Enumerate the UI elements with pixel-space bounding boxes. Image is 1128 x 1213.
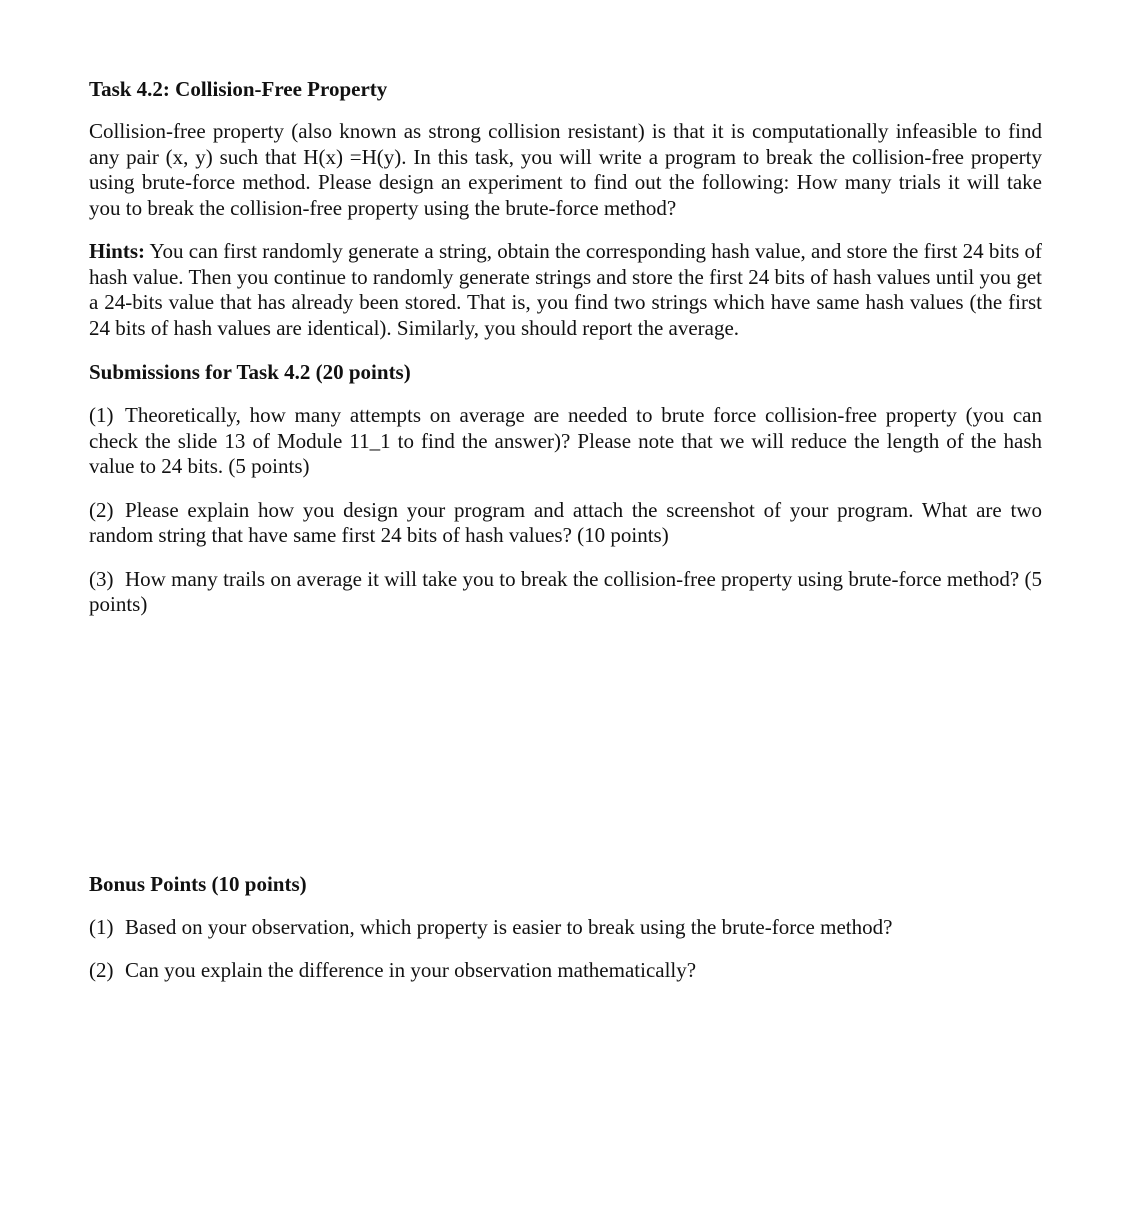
question-number: (1) <box>89 403 114 427</box>
hints-paragraph <box>89 239 1042 341</box>
hints-label: Hints: <box>89 239 146 263</box>
question-text: How many trails on average it will take you to break the collision-free property using brute-force method? (5 points) <box>89 566 1042 616</box>
hints-text: You can first randomly generate a string, obtain the corresponding hash value, and store the first 24 bits of hash value. Then you continue to randomly generate strings and store the first 24 bits of hash values until you get a 24-bits value that has already been stored. That is, you find two strings which have same hash values (the first 24 bits of hash values are identical). Similarly, you should report the average. <box>89 239 1042 340</box>
question-text: Can you explain the difference in your observation mathematically? <box>125 958 697 982</box>
question-text: Please explain how you design your program and attach the screenshot of your program. What are two random string that have same first 24 bits of hash values? (10 points) <box>89 497 1042 547</box>
submission-question-1 <box>89 403 1042 480</box>
question-text: Theoretically, how many attempts on average are needed to brute force collision-free property (you can check the slide 13 of Module 11_1 to find the answer)? Please note that we will reduce the length of the hash value to 24 bits. (5 points) <box>89 403 1042 478</box>
document-page <box>89 74 1042 984</box>
submission-question-2 <box>89 498 1042 549</box>
question-text: Based on your observation, which property is easier to break using the brute-force method? <box>125 914 893 939</box>
bonus-question-2 <box>89 958 1042 984</box>
intro-paragraph: Collision-free property (also known as strong collision resistant) is that it is computationally infeasible to find any pair (x, y) such that H(x) =H(y). In this task, you will write a program to break the collision-free property using brute-force method. Please design an experiment to find out the following: How many trials it will take you to break the collision-free property using the brute-force method? <box>89 119 1042 220</box>
submission-question-3 <box>89 567 1042 618</box>
bonus-question-1 <box>89 915 1042 941</box>
question-number: (3) <box>89 566 114 591</box>
question-number: (1) <box>89 914 114 939</box>
question-number: (2) <box>89 958 114 982</box>
question-number: (2) <box>89 497 114 522</box>
submissions-heading: Submissions for Task 4.2 (20 points) <box>89 360 411 384</box>
task-title: Task 4.2: Collision-Free Property <box>89 77 388 101</box>
bonus-heading: Bonus Points (10 points) <box>89 871 307 896</box>
